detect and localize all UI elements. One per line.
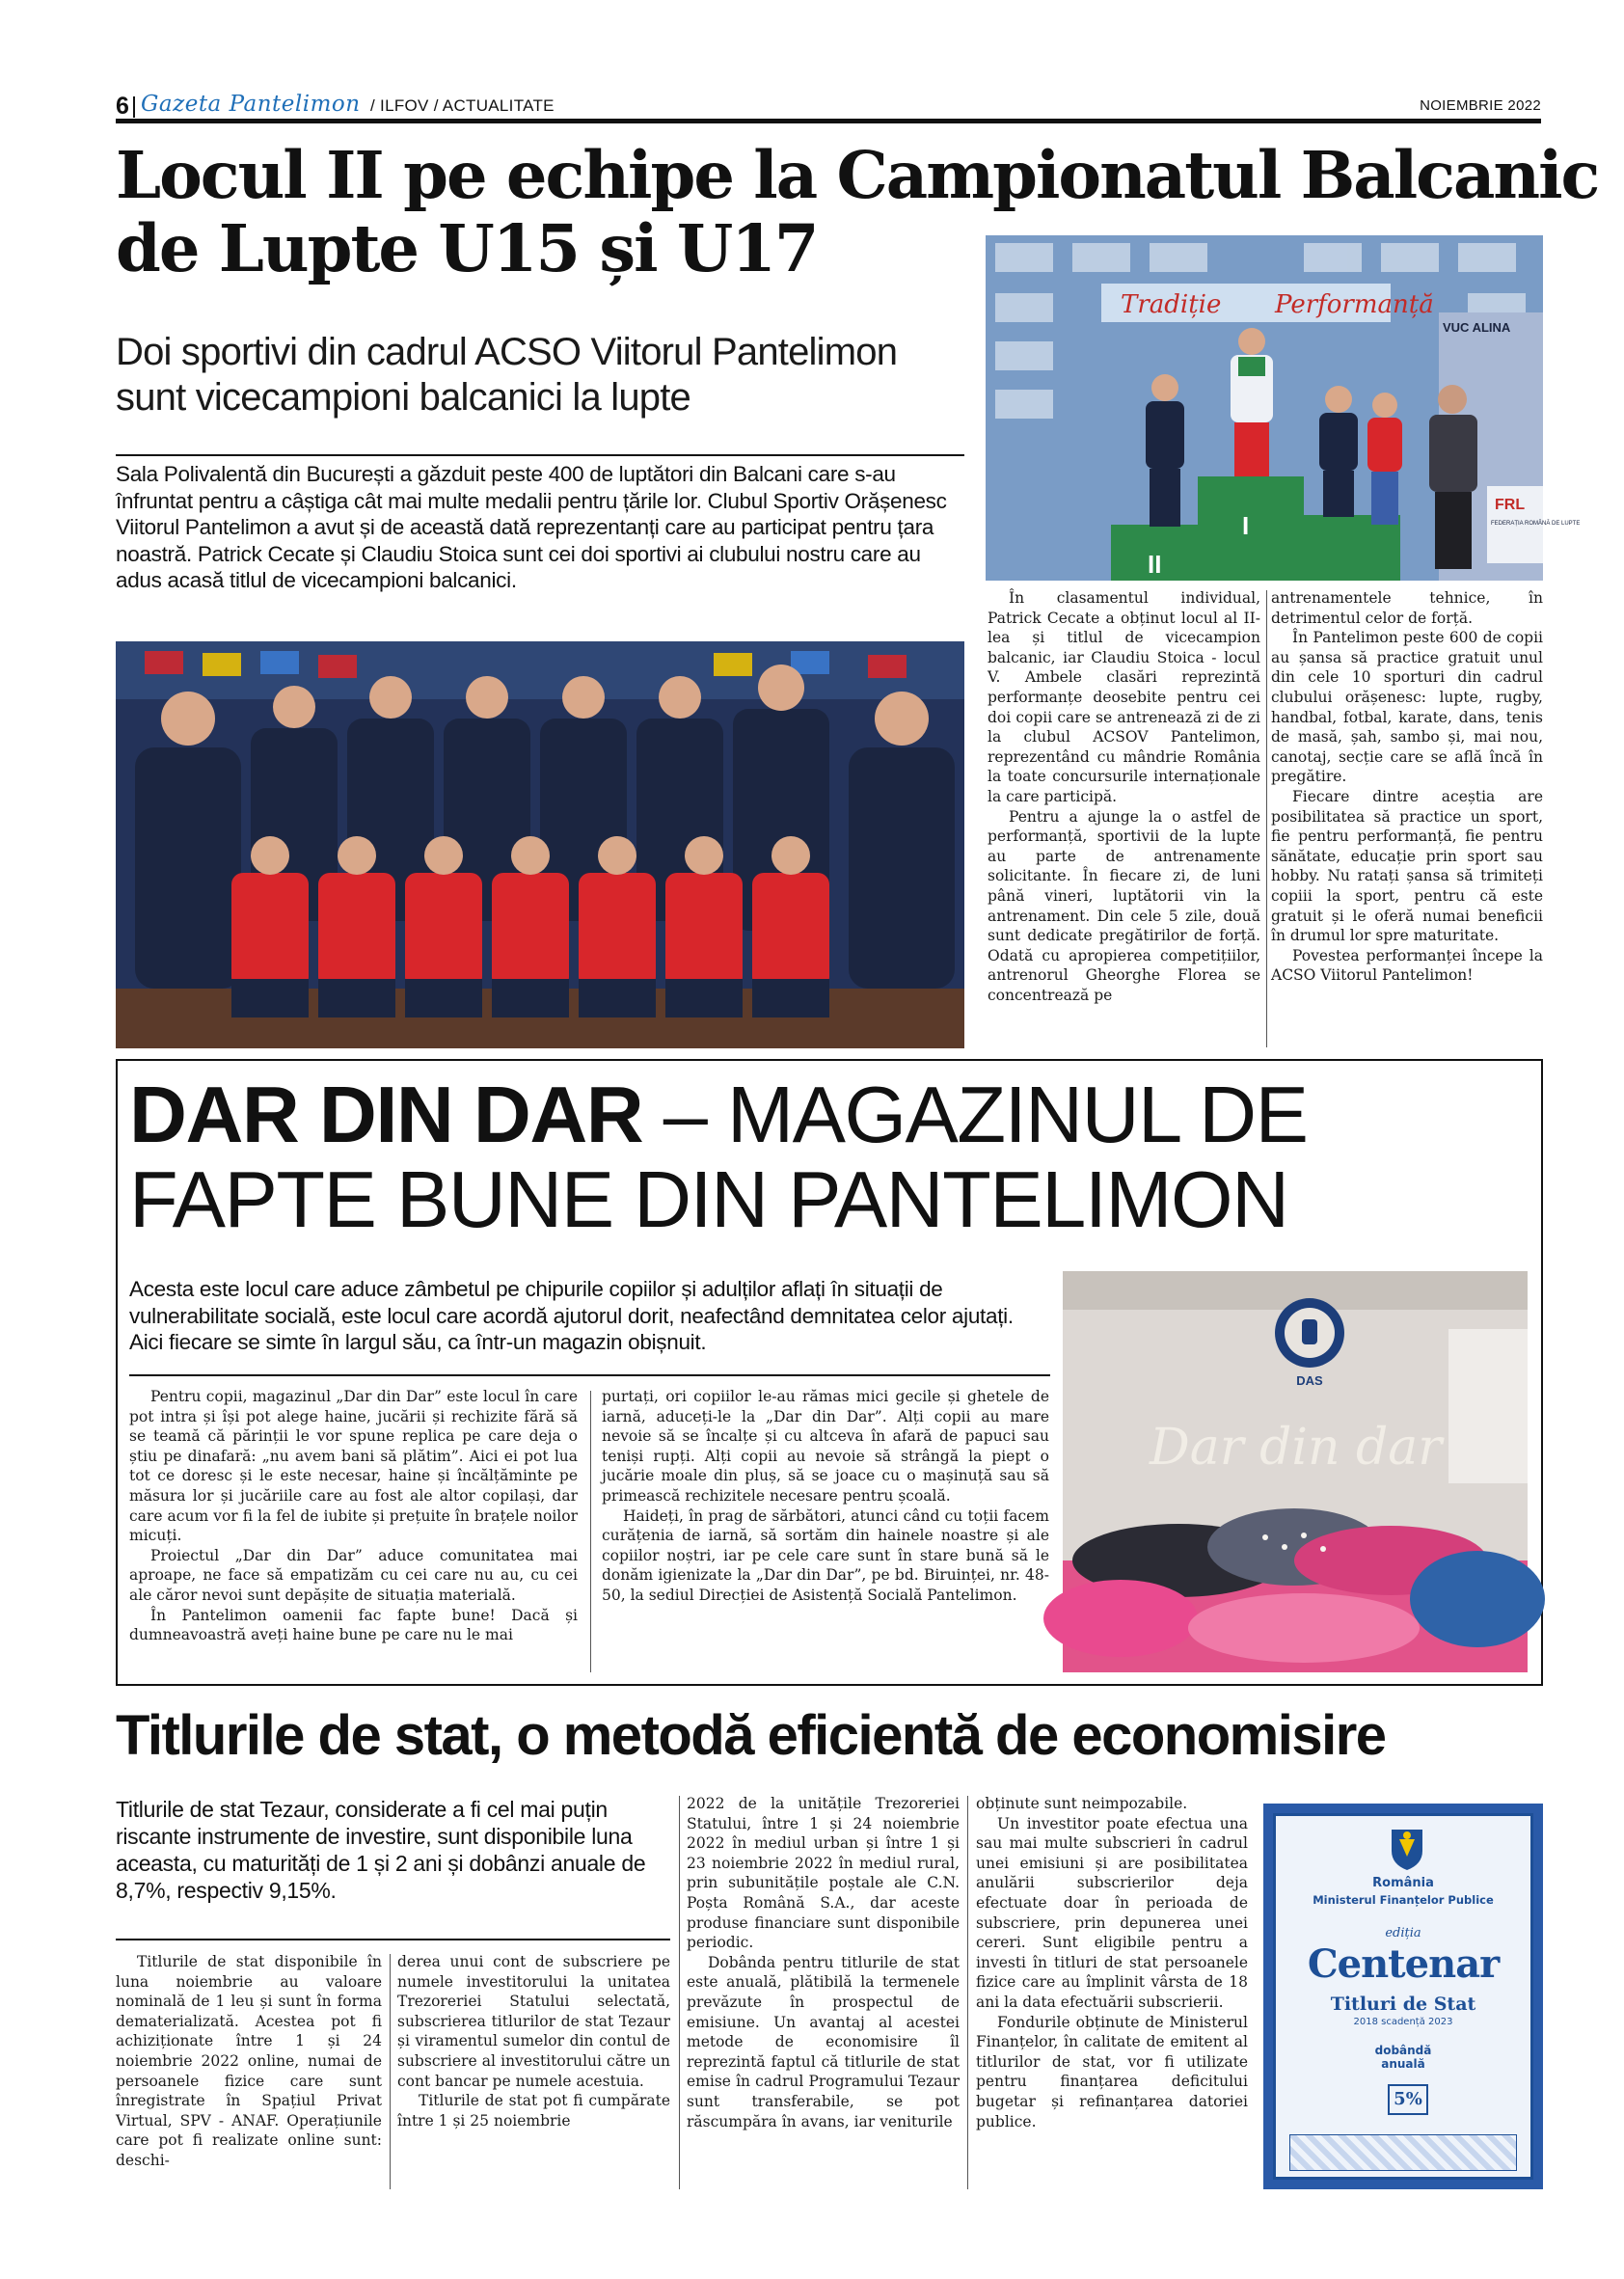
article-2-rule xyxy=(129,1374,1050,1376)
paragraph: În clasamentul individual, Patrick Cecate a obținut locul al II-lea și titlul de vicecampion balcanic, iar Claudiu Stoica - locul V. Ambele clasări reprezintă performanțe deosebite pentru cei doi copii care se antrenează zi de zi la clubul ACSOV Pantelimon, reprezentând cu mândrie România la toate concursurile internaționale la care participă. xyxy=(988,589,1260,805)
section-path: / ILFOV / ACTUALITATE xyxy=(370,96,555,115)
paragraph: derea unui cont de subscriere pe numele investitorului la unitatea Trezoreriei Statului selectată, subscrierea titlurilor de stat Tezaur și viramentul sumelor din contul de subscriere al investitorului către un cont bancar pe numele acestuia. xyxy=(397,1953,670,2090)
article-1-subhead: Doi sportivi din cadrul ACSO Viitorul Pantelimon sunt vicecampioni balcanici la lupte xyxy=(116,331,898,419)
article-2-lede: Acesta este locul care aduce zâmbetul pe chipurile copiilor și adulților aflați în situații de vulnerabilitate socială, este locul care acordă ajutorul dorit, neafectând demnitatea celor ajutați. Aici fiecare se simte în largul său, ca într-un magazin obișnuit. xyxy=(129,1277,1014,1354)
paragraph: Haideți, în prag de sărbători, atunci când cu toții facem curățenia de iarnă, să sortăm din hainele noastre și ale copiilor noștri, iar pe cele care sunt în stare bună să le donăm igienizate la „Dar din Dar”, pe bd. Biruinței, nr. 48-50, la sediul Direcției de Asistență Socială Pantelimon. xyxy=(602,1506,1049,1604)
paragraph: Titlurile de stat disponibile în luna noiembrie au valoare nominală de 1 leu și sunt în forma dematerializată. Acestea pot fi achiziționate între 1 și 24 noiembrie 2022 online, numai de persoanele fizice care sunt înregistrate în Spațiul Privat Virtual, SPV - ANAF. Operațiunile care pot fi realizate online sunt: deschi- xyxy=(116,1953,382,2169)
paragraph: Titlurile de stat pot fi cumpărate între 1 și 25 noiembrie xyxy=(397,2092,670,2130)
column-divider xyxy=(967,1796,968,2189)
article-3-column-1 xyxy=(116,1952,382,2171)
paragraph: Povestea performanței începe la ACSO Viitorul Pantelimon! xyxy=(1271,946,1543,985)
headline-line-1: Locul II pe echipe la Campionatul Balcanic xyxy=(116,137,1599,213)
podium-sign-right: Performanță xyxy=(1275,290,1434,319)
shop-sign-text: Dar din dar xyxy=(1150,1419,1443,1477)
article-3-column-2 xyxy=(397,1952,670,2130)
article-3-column-4 xyxy=(976,1794,1248,2131)
poster-ministry: Ministerul Finanțelor Publice xyxy=(1313,1893,1494,1907)
article-1-rule xyxy=(116,454,964,456)
shop-photo xyxy=(1063,1271,1528,1672)
masthead-divider xyxy=(133,96,135,118)
bond-poster xyxy=(1263,1804,1543,2189)
headline-line-2: FAPTE BUNE DIN PANTELIMON xyxy=(129,1154,1288,1244)
article-3-lede: Titlurile de stat Tezaur, considerate a fi cel mai puțin riscante instrumente de investire, sunt disponibile luna aceasta, cu maturități de 1 și 2 ani și dobânzi anuale de 8,7%, respectiv 9,15%. xyxy=(116,1797,646,1903)
paragraph: În Pantelimon oamenii fac fapte bune! Dacă și dumneavoastră aveți haine bune pe care nu le mai xyxy=(129,1606,578,1644)
paragraph: Fiecare dintre aceștia are posibilitatea să practice un sport, fie pentru performanță, fie pentru sănătate, educație prin sport sau hobby. Nu ratați șansa să trimiteți copiii la sport, pentru că este gratuit și le oferă numai beneficii în drumul lor spre maturitate. xyxy=(1271,787,1543,945)
column-divider xyxy=(679,1796,680,2189)
podium-sign-left: Tradiție xyxy=(1121,290,1222,319)
podium-step-2: II xyxy=(1148,550,1162,579)
article-2-headline xyxy=(129,1072,1537,1242)
frl-logo-text: FRL xyxy=(1495,497,1526,513)
podium-step-1: I xyxy=(1242,511,1250,540)
headline-bold: DAR DIN DAR xyxy=(129,1070,643,1159)
poster-country: România xyxy=(1372,1876,1434,1890)
poster-rate: 5% xyxy=(1388,2084,1428,2115)
paragraph: purtați, ori copiilor le-au rămas mici gecile și ghetele de iarnă, aduceți-le la „Dar din Dar”. Alți copii au mare nevoie să se încalțe și cu altceva în afară de papuci sau teniși rupți. Alți copii au nevoie să strângă la piept o jucărie moale din pluș, să se joace cu o mașinuță sau să primească rechizitele necesare pentru școală. xyxy=(602,1388,1049,1505)
das-logo-text: DAS xyxy=(1296,1373,1323,1388)
poster-edition: ediția xyxy=(1385,1926,1421,1940)
poster-inner xyxy=(1273,1813,1533,2180)
paragraph: Proiectul „Dar din Dar” aduce comunitatea mai aproape, ne face să empatizăm cu cei care nu au, cu cei ale căror nevoi sunt depășite de situația materială. xyxy=(129,1546,578,1604)
article-1-column-2 xyxy=(1271,588,1543,986)
poster-ornament xyxy=(1289,2134,1517,2171)
team-photo xyxy=(116,641,964,1048)
headline-rest: – MAGAZINUL DE xyxy=(642,1070,1308,1159)
coat-of-arms-icon xyxy=(1388,1824,1426,1872)
paragraph: 2022 de la unitățile Trezoreriei Statului, între 1 și 24 noiembrie 2022 în mediul urban și între 1 și 23 noiembrie 2022 în mediul rural, prin subunitățile poștale ale C.N. Poșta Română S.A., dar aceste produse financiare sunt disponibile periodic. xyxy=(687,1795,960,1952)
article-3-headline: Titlurile de stat, o metodă eficientă de economisire xyxy=(116,1704,1386,1767)
paragraph: antrenamentele tehnice, în detrimentul celor de forță. xyxy=(1271,589,1543,627)
article-1-lede: Sala Polivalentă din București a găzduit peste 400 de luptători din Balcani care s-au înfruntat pentru a câștiga cât mai multe medalii pentru țările lor. Clubul Sportiv Orășenesc Viitorul Pantelimon a avut și de această dată reprezentanți care au participat pentru țara noastră. Patrick Cecate și Claudiu Stoica sunt cei doi sportivi ai clubului nostru care au adus acasă titlul de vicecampioni balcanici. xyxy=(116,462,947,592)
podium-photo xyxy=(986,235,1581,581)
article-2-column-1 xyxy=(129,1387,578,1645)
paragraph: Fondurile obținute de Ministerul Finanțelor, în calitate de emitent al titlurilor de stat, vor fi utilizate pentru finanțarea deficitului bugetar și refinanțarea datoriei publice. xyxy=(976,2013,1248,2130)
paragraph: În Pantelimon peste 600 de copii au șansa să practice gratuit unul din cele 10 sporturi din cadrul clubului orășenesc: lupte, rugby, handbal, fotbal, karate, dans, tenis de masă, șah, sambo și, mai nou, canotaj, secție care se află încă în pregătire. xyxy=(1271,629,1543,786)
article-1-column-1 xyxy=(988,588,1260,1005)
poster-years: 2018 scadență 2023 xyxy=(1353,2017,1453,2027)
column-divider xyxy=(590,1391,591,1672)
masthead xyxy=(116,92,1541,123)
headline-line-1 xyxy=(129,1072,1537,1157)
frl-federation-text: FEDERAȚIA ROMÂNĂ DE LUPTE xyxy=(1491,521,1581,527)
poster-name: Centenar xyxy=(1307,1941,1500,1987)
poster-rate-label: dobândă anuală xyxy=(1374,2044,1432,2071)
page-number: 6 xyxy=(116,93,129,120)
column-divider xyxy=(390,1954,391,2189)
article-2-column-2 xyxy=(602,1387,1049,1606)
paragraph: Un investitor poate efectua una sau mai multe subscrieri în cadrul unei emisiuni și are posibilitatea anulării subscrierilor deja efectuate doar în perioada de subscriere, prin depunerea unei cereri. Sunt eligibile pentru a investi în titluri de stat persoanele fizice care au împlinit vârsta de 18 ani la data efectuării subscrierii. xyxy=(976,1814,1248,2011)
paragraph: obținute sunt neimpozabile. xyxy=(976,1795,1188,1812)
article-3-rule xyxy=(116,1939,670,1940)
podium-sign-banner: VUC ALINA xyxy=(1443,320,1511,335)
headline-line-2: de Lupte U15 și U17 xyxy=(116,210,818,286)
issue-date: NOIEMBRIE 2022 xyxy=(1420,97,1541,114)
paragraph: Pentru a ajunge la o astfel de performanță, sportivii de la lupte au parte de antrenamente solicitante. În fiecare zi, de luni până vineri, luptătorii vin la antrenament. Din cele 5 zile, două sunt dedicate pregătirilor de forță. Odată cu apropierea competițiilor, antrenorul Gheorghe Florea se concentrează pe xyxy=(988,807,1260,1004)
paragraph: Pentru copii, magazinul „Dar din Dar” este locul în care pot intra și își pot alege haine, jucării și rechizite fără să se teamă că părinții le vor spune replica pe care deja o știu pe dinafară: „nu avem bani să plătim”. Aici ei pot lua tot ce doresc și le este necesar, haine și încălțăminte pe măsura lor și jucăriile care au fost ale altor copilași, dar care acum vor fi la fel de iubite și prețuite în brațele noilor micuți. xyxy=(129,1388,578,1545)
poster-product: Titluri de Stat xyxy=(1330,1994,1476,2015)
column-divider xyxy=(1266,590,1267,1047)
article-3-column-3 xyxy=(687,1794,960,2131)
publication-name: Gazeta Pantelimon xyxy=(141,92,361,117)
paragraph: Dobânda pentru titlurile de stat este anuală, plătibilă la termenele prevăzute în prospectul de emisiune. Un avantaj al acestei metode de economisire îl reprezintă faptul că titlurile de stat emise în cadrul Programului Tezaur sunt transferabile, se pot răscumpăra în avans, iar veniturile xyxy=(687,1953,960,2130)
